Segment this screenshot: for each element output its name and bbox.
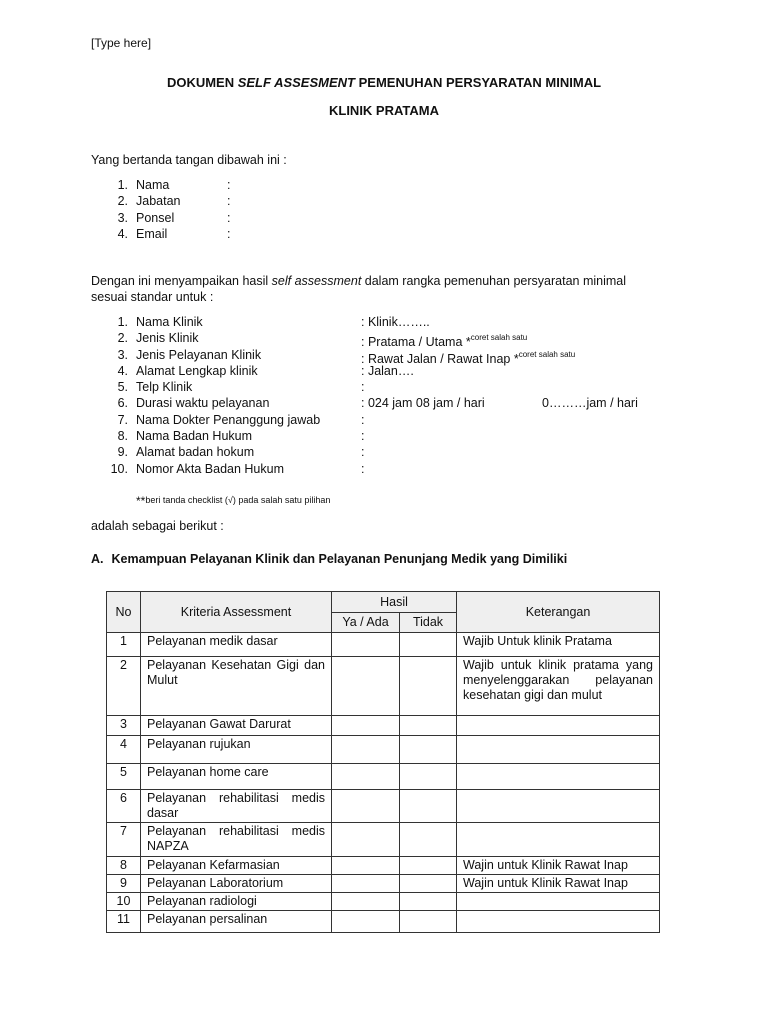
ya-ada-checkbox-cell[interactable] xyxy=(332,875,400,893)
field-label: Nama Badan Hukum xyxy=(136,429,253,444)
row-keterangan xyxy=(457,893,660,911)
field-label: Alamat Lengkap klinik xyxy=(136,363,258,378)
field-label: Telp Klinik xyxy=(136,380,193,395)
field-label: Nama Dokter Penanggung jawab xyxy=(136,412,321,427)
tidak-checkbox-cell[interactable] xyxy=(400,823,457,857)
field-colon: : xyxy=(227,226,231,241)
field-value xyxy=(361,395,485,411)
table-row xyxy=(107,657,660,716)
field-number: 7. xyxy=(117,412,128,427)
clinic-field xyxy=(117,347,676,366)
row-number: 4 xyxy=(107,736,141,764)
ya-ada-checkbox-cell[interactable] xyxy=(332,857,400,875)
field-label: Nama Klinik xyxy=(136,315,203,329)
tidak-checkbox-cell[interactable] xyxy=(400,736,457,764)
title-post: PEMENUHAN PERSYARATAN MINIMAL xyxy=(354,75,602,90)
intro-text: Yang bertanda tangan dibawah ini : xyxy=(91,153,287,167)
signer-field xyxy=(117,226,336,242)
statement-pre: Dengan ini menyampaikan hasil xyxy=(91,274,272,288)
field-number: 3. xyxy=(117,210,128,225)
tidak-checkbox-cell[interactable] xyxy=(400,764,457,790)
table-row xyxy=(107,875,660,893)
statement-line1 xyxy=(91,274,626,288)
row-number: 7 xyxy=(107,823,141,857)
field-footnote: coret salah satu xyxy=(470,333,528,343)
row-criteria: Pelayanan Gawat Darurat xyxy=(141,716,332,736)
field-value xyxy=(361,363,414,379)
field-value-text: : xyxy=(361,445,365,460)
field-label: Nama xyxy=(136,178,170,192)
field-number: 10. xyxy=(110,461,128,476)
tidak-checkbox-cell[interactable] xyxy=(400,716,457,736)
ya-ada-checkbox-cell[interactable] xyxy=(332,823,400,857)
document-title-line2: KLINIK PRATAMA xyxy=(328,103,439,118)
field-label: Jabatan xyxy=(136,194,181,209)
field-value xyxy=(361,461,364,477)
table-row xyxy=(107,633,660,657)
field-value-text: : xyxy=(361,461,365,476)
row-number: 11 xyxy=(107,911,141,933)
table-row xyxy=(107,790,660,823)
section-a-letter: A. xyxy=(91,552,104,566)
tidak-checkbox-cell[interactable] xyxy=(400,911,457,933)
header-keterangan: Keterangan xyxy=(457,592,660,633)
ya-ada-checkbox-cell[interactable] xyxy=(332,790,400,823)
field-number: 4. xyxy=(117,226,128,241)
table-row xyxy=(107,893,660,911)
following-text: adalah sebagai berikut : xyxy=(91,519,224,533)
field-value-text: : Jalan…. xyxy=(361,363,414,378)
field-value-text: : xyxy=(361,380,365,395)
section-a-heading xyxy=(91,552,567,566)
field-label: Durasi waktu pelayanan xyxy=(136,396,270,411)
table-row xyxy=(107,857,660,875)
field-number: 1. xyxy=(117,315,128,329)
table-row xyxy=(107,764,660,790)
table-row xyxy=(107,736,660,764)
row-criteria: Pelayanan rehabilitasi medis dasar xyxy=(141,790,332,823)
row-keterangan: Wajib untuk klinik pratama yang menyelenggarakan pelayanan kesehatan gigi dan mulut xyxy=(457,657,660,716)
title-italic: SELF ASSESMENT xyxy=(237,75,355,90)
row-keterangan: Wajin untuk Klinik Rawat Inap xyxy=(457,857,660,875)
field-value-text: : xyxy=(361,429,365,444)
tidak-checkbox-cell[interactable] xyxy=(400,633,457,657)
ya-ada-checkbox-cell[interactable] xyxy=(332,633,400,657)
row-criteria: Pelayanan rujukan xyxy=(141,736,332,764)
tidak-checkbox-cell[interactable] xyxy=(400,657,457,716)
field-value xyxy=(361,412,364,428)
field-number: 3. xyxy=(117,347,128,362)
field-number: 8. xyxy=(117,429,128,444)
row-criteria: Pelayanan medik dasar xyxy=(141,633,332,657)
field-colon: : xyxy=(227,178,231,192)
field-number: 2. xyxy=(117,331,128,346)
field-label: Jenis Klinik xyxy=(136,331,199,346)
statement-italic: self assessment xyxy=(271,274,362,288)
clinic-field xyxy=(117,363,676,379)
field-colon: : xyxy=(227,194,231,209)
row-keterangan: Wajib Untuk klinik Pratama xyxy=(457,633,660,657)
table-row xyxy=(107,716,660,736)
field-value xyxy=(361,314,430,330)
clinic-field xyxy=(117,379,676,395)
field-value xyxy=(361,379,364,395)
tidak-checkbox-cell[interactable] xyxy=(400,893,457,911)
signer-field xyxy=(117,177,336,193)
ya-ada-checkbox-cell[interactable] xyxy=(332,657,400,716)
document-title-line1 xyxy=(0,75,768,90)
section-a-title: Kemampuan Pelayanan Klinik dan Pelayanan Penunjang Medik yang Dimiliki xyxy=(111,552,568,566)
row-number: 9 xyxy=(107,875,141,893)
row-criteria: Pelayanan rehabilitasi medis NAPZA xyxy=(141,823,332,857)
row-number: 6 xyxy=(107,790,141,823)
row-number: 3 xyxy=(107,716,141,736)
ya-ada-checkbox-cell[interactable] xyxy=(332,716,400,736)
field-value xyxy=(361,444,364,460)
row-number: 2 xyxy=(107,657,141,716)
clinic-field xyxy=(117,428,676,444)
statement-line2: sesuai standar untuk : xyxy=(91,290,214,304)
field-number: 1. xyxy=(117,178,128,192)
ya-ada-checkbox-cell[interactable] xyxy=(332,893,400,911)
field-value-text: : 024 jam 08 jam / hari xyxy=(361,396,485,411)
clinic-field xyxy=(117,314,676,330)
row-number: 8 xyxy=(107,857,141,875)
field-value-alt: 0………jam / hari xyxy=(542,396,638,411)
row-keterangan xyxy=(457,790,660,823)
table-row xyxy=(107,823,660,857)
statement-post: dalam rangka pemenuhan persyaratan minimal xyxy=(361,274,627,288)
row-keterangan xyxy=(457,911,660,933)
field-label: Jenis Pelayanan Klinik xyxy=(136,347,262,362)
field-value-text: : Klinik…….. xyxy=(361,315,430,329)
field-number: 2. xyxy=(117,194,128,209)
row-number: 5 xyxy=(107,764,141,790)
clinic-field xyxy=(110,461,676,477)
header-no: No xyxy=(107,592,141,633)
checklist-stars: ** xyxy=(136,494,146,508)
row-number: 10 xyxy=(107,893,141,911)
row-criteria: Pelayanan home care xyxy=(141,764,332,790)
field-value-text: : xyxy=(361,412,365,427)
clinic-field xyxy=(117,412,676,428)
signer-field xyxy=(117,193,336,209)
field-number: 5. xyxy=(117,380,128,395)
header-note: [Type here] xyxy=(91,36,152,50)
row-keterangan xyxy=(457,716,660,736)
row-criteria: Pelayanan radiologi xyxy=(141,893,332,911)
header-kriteria: Kriteria Assessment xyxy=(141,592,332,633)
checklist-text: beri tanda checklist (√) pada salah satu pilihan xyxy=(145,495,331,505)
field-number: 4. xyxy=(117,363,128,378)
title-pre: DOKUMEN xyxy=(166,75,238,90)
signer-field-list xyxy=(117,177,336,242)
field-value-text: : Pratama / Utama * xyxy=(361,335,471,350)
row-criteria: Pelayanan Kefarmasian xyxy=(141,857,332,875)
row-criteria: Pelayanan Kesehatan Gigi dan Mulut xyxy=(141,657,332,716)
field-number: 9. xyxy=(117,445,128,460)
ya-ada-checkbox-cell[interactable] xyxy=(332,736,400,764)
ya-ada-checkbox-cell[interactable] xyxy=(332,911,400,933)
clinic-field xyxy=(117,330,676,350)
clinic-field xyxy=(117,444,676,460)
field-label: Email xyxy=(136,226,168,241)
signer-field xyxy=(117,210,336,226)
field-label: Ponsel xyxy=(136,210,175,225)
row-keterangan xyxy=(457,736,660,764)
clinic-field xyxy=(117,395,676,411)
row-keterangan xyxy=(457,764,660,790)
checklist-note xyxy=(136,494,330,508)
tidak-checkbox-cell[interactable] xyxy=(400,790,457,823)
row-keterangan: Wajin untuk Klinik Rawat Inap xyxy=(457,875,660,893)
row-criteria: Pelayanan Laboratorium xyxy=(141,875,332,893)
tidak-checkbox-cell[interactable] xyxy=(400,857,457,875)
row-criteria: Pelayanan persalinan xyxy=(141,911,332,933)
ya-ada-checkbox-cell[interactable] xyxy=(332,764,400,790)
field-footnote: coret salah satu xyxy=(518,349,576,359)
assessment-table xyxy=(106,591,660,933)
assessment-table-body xyxy=(107,633,660,933)
header-ya-ada: Ya / Ada xyxy=(332,613,400,633)
row-number: 1 xyxy=(107,633,141,657)
field-label: Alamat badan hokum xyxy=(136,445,255,460)
tidak-checkbox-cell[interactable] xyxy=(400,875,457,893)
header-tidak: Tidak xyxy=(400,613,457,633)
field-number: 6. xyxy=(117,396,128,411)
header-hasil: Hasil xyxy=(332,592,457,613)
field-colon: : xyxy=(227,210,231,225)
field-value-text: : Rawat Jalan / Rawat Inap * xyxy=(361,351,519,366)
row-keterangan xyxy=(457,823,660,857)
clinic-field-list xyxy=(110,314,676,477)
field-label: Nomor Akta Badan Hukum xyxy=(136,461,284,476)
table-row xyxy=(107,911,660,933)
field-value xyxy=(361,428,364,444)
